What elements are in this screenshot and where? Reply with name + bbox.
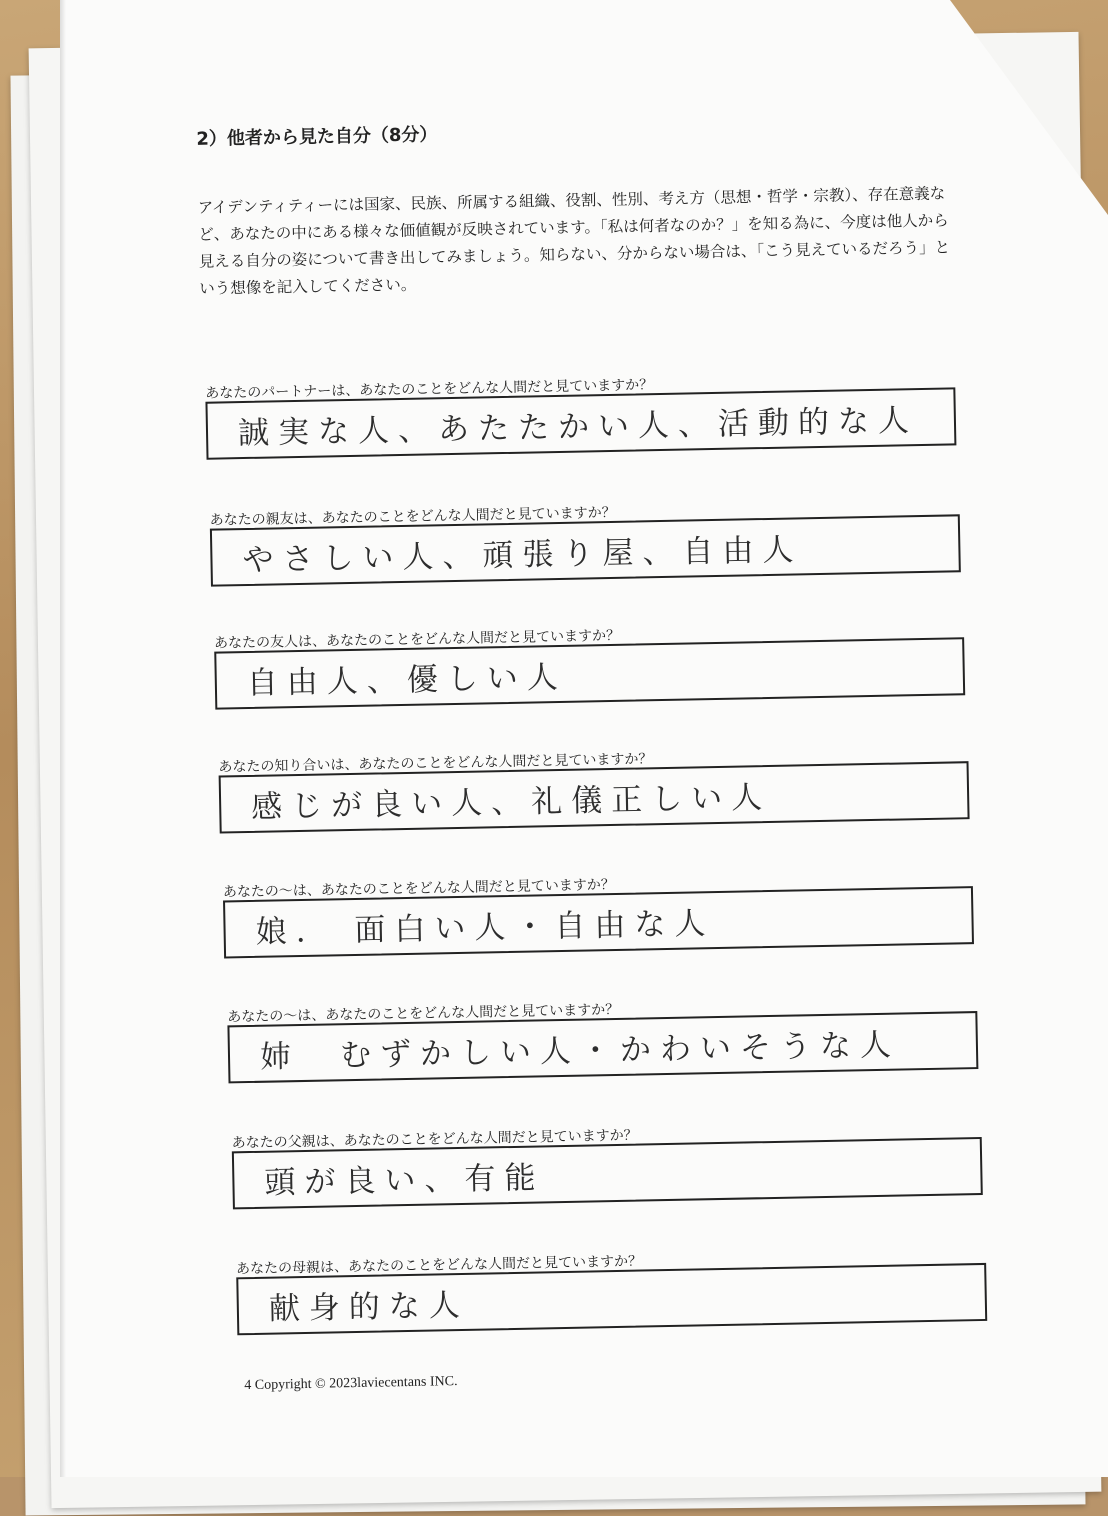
handwritten-answer: 自由人、優しい人 — [246, 659, 568, 702]
intro-paragraph: アイデンティティーには国家、民族、所属する組織、役割、性別、考え方（思想・哲学・宗教）、存在意義など、あなたの中にある様々な価値観が反映されています。「私は何者なのか？」を知る為に、今度は他人から見える自分の姿について書き出してみましょう。知らない、分からない場合は、「こう見えているだろう」という想像を記入してください。 — [197, 184, 951, 298]
question-label: あなたの～は、あなたのことをどんな人間だと見ていますか？ — [222, 876, 615, 901]
question-label: あなたの親友は、あなたのことをどんな人間だと見ていますか？ — [209, 504, 616, 529]
question-label: あなたの～は、あなたのことをどんな人間だと見ていますか？ — [227, 1001, 620, 1026]
section-title: 2）他者から見た自分（8分） — [196, 124, 438, 150]
question-label: あなたの知り合いは、あなたのことをどんな人間だと見ていますか？ — [218, 751, 653, 776]
question-label: あなたの友人は、あなたのことをどんな人間だと見ていますか？ — [213, 627, 621, 652]
handwritten-answer: 頭が良い、有能 — [264, 1159, 545, 1202]
handwritten-answer: やさしい人、頑張り屋、自由人 — [242, 531, 803, 579]
handwritten-answer: 感じが良い人、礼儀正しい人 — [250, 779, 772, 826]
question-label: あなたの父親は、あなたのことをどんな人間だと見ていますか？ — [231, 1127, 638, 1152]
copyright-footer: 4 Copyright © 2023laviecentans INC. — [244, 1374, 458, 1394]
handwritten-answer: 娘. 面白い人・自由な人 — [255, 905, 715, 951]
handwritten-answer: 姉 むずかしい人・かわいそうな人 — [259, 1027, 901, 1076]
question-label: あなたのパートナーは、あなたのことをどんな人間だと見ていますか？ — [205, 377, 654, 402]
question-label: あなたの母親は、あなたのことをどんな人間だと見ていますか？ — [235, 1253, 643, 1278]
handwritten-answer: 誠実な人、あたたかい人、活動的な人 — [237, 402, 919, 452]
handwritten-answer: 献身的な人 — [268, 1287, 470, 1328]
